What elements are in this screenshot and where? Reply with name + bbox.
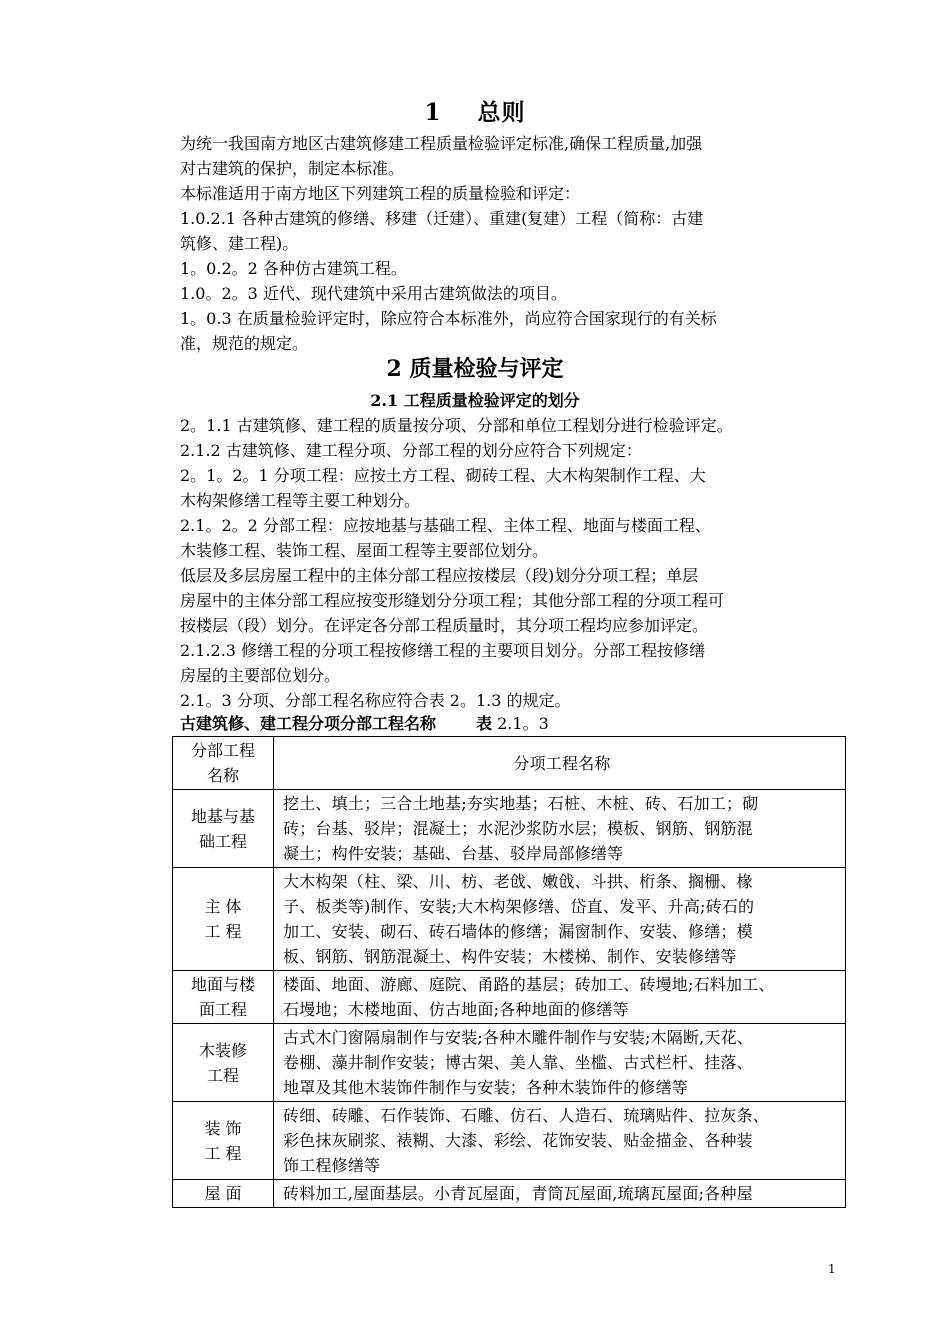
items-line: 加工、安装、砌石、砖石墙体的修缮；漏窗制作、安装、修缮；模	[283, 922, 753, 941]
paragraph-line: 按楼层（段）划分。在评定各分部工程质量时，其分项工程均应参加评定。	[180, 616, 709, 635]
items-cell	[274, 971, 846, 1024]
division-name-line: 础工程	[198, 831, 247, 851]
items-line: 子、板类等)制作、安装;大木构架修缮、岱直、发平、升高;砖石的	[283, 897, 755, 916]
table-row	[173, 790, 846, 868]
items-line: 古式木门窗隔扇制作与安装;各种木雕件制作与安装;木隔断,天花、	[283, 1028, 754, 1047]
division-name-line: 地面与楼	[190, 975, 255, 994]
table-number-label: 表	[476, 714, 493, 733]
paragraph-line: 2。1.1 古建筑修、建工程的质量按分项、分部和单位工程划分进行检验评定。	[180, 416, 733, 435]
items-line: 大木构架（柱、梁、川、枋、老戗、嫩戗、斗拱、桁条、搁栅、椽	[283, 872, 753, 891]
paragraph-line: 木构架修缮工程等主要工种划分。	[180, 491, 421, 510]
paragraph-line: 2.1。3 分项、分部工程名称应符合表 2。1.3 的规定。	[180, 691, 571, 710]
items-line: 彩色抹灰刷浆、裱糊、大漆、彩绘、花饰安装、贴金描金、各种装	[283, 1131, 753, 1150]
division-name-line: 主 体	[204, 897, 242, 916]
division-name-line: 地基与基	[190, 806, 255, 826]
paragraph-line: 房屋的主要部位划分。	[180, 666, 341, 685]
items-line: 地罩及其他木装饰件制作与安装；各种木装饰件的修缮等	[283, 1078, 689, 1097]
paragraph-line: 2。1。2。1 分项工程：应按土方工程、砌砖工程、大木构架制作工程、大	[180, 466, 706, 485]
division-name-line: 工 程	[204, 922, 242, 941]
items-line: 砖细、砖雕、石作装饰、石雕、仿石、人造石、琉璃贴件、拉灰条、	[283, 1106, 770, 1125]
table-row	[173, 1180, 846, 1208]
items-line: 饰工程修缮等	[283, 1156, 381, 1175]
division-name-cell	[173, 1180, 274, 1208]
division-name-line: 装 饰	[204, 1118, 242, 1138]
paragraph-line: 1.0.2.1 各种古建筑的修缮、移建（迁建）、重建(复建）工程（简称：古建	[180, 209, 704, 228]
items-line: 卷棚、藻井制作安装；博古架、美人靠、坐槛、古式栏杆、挂落、	[283, 1053, 753, 1072]
header-division-line: 分部工程	[190, 741, 255, 760]
table-header-row	[173, 737, 846, 790]
division-name-cell	[173, 1102, 274, 1180]
paragraph-line: 为统一我国南方地区古建筑修建工程质量检验评定标准,确保工程质量,加强	[180, 134, 703, 153]
table-row	[173, 1102, 846, 1180]
items-cell	[274, 1102, 846, 1180]
paragraph-line: 2.1.2.3 修缮工程的分项工程按修缮工程的主要项目划分。分部工程按修缮	[180, 641, 706, 660]
items-cell	[274, 1024, 846, 1102]
items-line: 石墁地；木楼地面、仿古地面;各种地面的修缮等	[283, 1000, 629, 1019]
table-row	[173, 1024, 846, 1102]
table-number	[476, 714, 549, 733]
paragraph-line: 房屋中的主体分部工程应按变形缝划分分项工程；其他分部工程的分项工程可	[180, 591, 725, 610]
table-number-value: 2.1。3	[492, 714, 549, 733]
header-division-line: 名称	[206, 766, 239, 785]
header-items-cell: 分项工程名称	[274, 737, 846, 790]
items-cell	[274, 790, 846, 868]
paragraph-line: 筑修、建工程)。	[180, 234, 299, 253]
items-line: 楼面、地面、游廊、庭院、甬路的基层；砖加工、砖墁地;石料加工、	[283, 975, 775, 994]
items-line: 挖土、填土；三合土地基;夯实地基；石桩、木桩、砖、石加工；砌	[283, 794, 759, 813]
division-name-line: 工 程	[204, 1143, 242, 1163]
division-name-cell	[173, 868, 274, 971]
items-line: 板、钢筋、钢筋混凝土、构件安装；木楼梯、制作、安装修缮等	[283, 947, 737, 966]
chapter-2-heading: 2 质量检验与评定	[386, 356, 564, 382]
items-line: 砖料加工,屋面基层。小青瓦屋面，青筒瓦屋面,琉璃瓦屋面;各种屋	[283, 1184, 753, 1203]
table-caption	[180, 711, 549, 734]
table-row	[173, 971, 846, 1024]
section-2-1-heading: 2.1 工程质量检验评定的划分	[370, 391, 580, 410]
chapter-1-heading: 1 总则	[424, 99, 526, 126]
items-line: 砖；台基、驳岸；混凝土；水泥沙浆防水层；模板、钢筋、钢筋混	[283, 819, 753, 838]
items-cell	[274, 1180, 846, 1208]
division-name-line: 面工程	[198, 1000, 247, 1019]
division-name-cell	[173, 971, 274, 1024]
division-table	[172, 736, 846, 1208]
paragraph-line: 木装修工程、装饰工程、屋面工程等主要部位划分。	[180, 541, 549, 560]
division-name-line: 工程	[206, 1065, 239, 1085]
paragraph-line: 低层及多层房屋工程中的主体分部工程应按楼层（段)划分分项工程；单层	[180, 566, 699, 585]
table-row	[173, 868, 846, 971]
paragraph-line: 准，规范的规定。	[180, 334, 309, 353]
page-number: 1	[828, 1262, 836, 1276]
paragraph-line: 本标准适用于南方地区下列建筑工程的质量检验和评定：	[180, 184, 581, 203]
division-name-line: 屋 面	[204, 1184, 242, 1203]
items-line: 凝土；构件安装；基础、台基、驳岸局部修缮等	[283, 844, 624, 863]
paragraph-line: 1。0.2。2 各种仿古建筑工程。	[180, 259, 407, 278]
division-name-line: 木装修	[198, 1040, 247, 1060]
division-name-cell	[173, 1024, 274, 1102]
header-division-cell	[173, 737, 274, 790]
paragraph-line: 1。0.3 在质量检验评定时，除应符合本标准外，尚应符合国家现行的有关标	[180, 309, 717, 328]
paragraph-line: 2.1。2。2 分部工程：应按地基与基础工程、主体工程、地面与楼面工程、	[180, 516, 711, 535]
paragraph-line: 2.1.2 古建筑修、建工程分项、分部工程的划分应符合下列规定：	[180, 441, 642, 460]
table-title: 古建筑修、建工程分项分部工程名称	[180, 714, 437, 733]
paragraph-line: 对古建筑的保护，制定本标准。	[180, 159, 405, 178]
paragraph-line: 1.0。2。3 近代、现代建筑中采用古建筑做法的项目。	[180, 284, 567, 303]
items-cell	[274, 868, 846, 971]
division-name-cell	[173, 790, 274, 868]
